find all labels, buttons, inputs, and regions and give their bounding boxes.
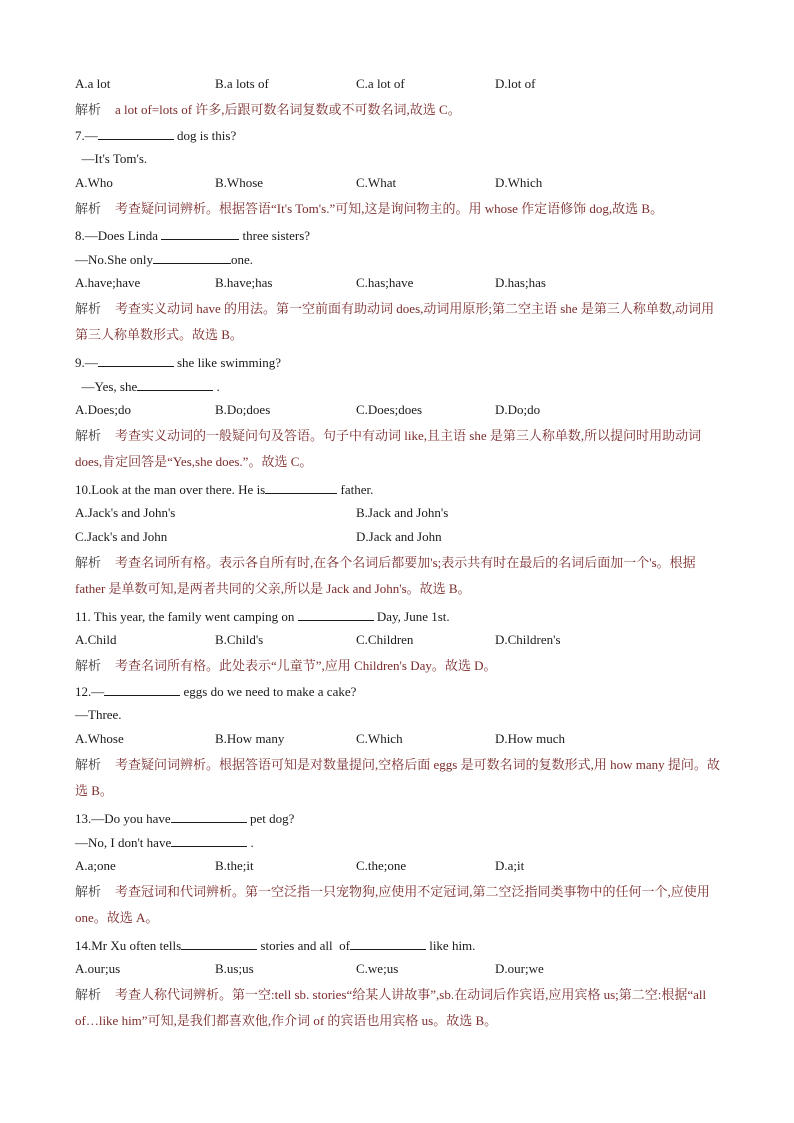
q8-options xyxy=(75,275,715,291)
option-c: C.Which xyxy=(356,731,403,746)
q9-answer-line: —Yes, she . xyxy=(75,379,220,394)
option-d: D.a;it xyxy=(495,858,525,873)
option-c: C.a lot of xyxy=(356,76,405,91)
option-c: C.Children xyxy=(356,632,414,647)
option-c: C.we;us xyxy=(356,961,399,976)
option-d: D.Which xyxy=(495,175,543,190)
option-c: C.has;have xyxy=(356,275,414,290)
q7-stem: 7.— dog is this? xyxy=(75,128,237,143)
option-a: A.Does;do xyxy=(75,402,131,417)
option-b: B.us;us xyxy=(215,961,254,976)
explain-label: 解析 xyxy=(75,102,102,117)
q6-explanation: 解析 a lot of=lots of 许多,后跟可数名词复数或不可数名词,故选 C。 xyxy=(75,102,461,117)
option-c: C.Does;does xyxy=(356,402,423,417)
q10-stem: 10.Look at the man over there. He is father. xyxy=(75,482,374,497)
option-a: A.Whose xyxy=(75,731,124,746)
q11-options xyxy=(75,632,715,648)
q12-answer-line: —Three. xyxy=(75,707,122,722)
q10-options-row2 xyxy=(75,529,715,545)
option-b: B.Child's xyxy=(215,632,264,647)
option-b: B.a lots of xyxy=(215,76,269,91)
option-b: B.How many xyxy=(215,731,285,746)
q9-options xyxy=(75,402,715,418)
q7-answer-line: —It's Tom's. xyxy=(75,151,148,166)
q10-options-row1 xyxy=(75,505,715,521)
q7-explanation: 解析 考查疑问词辨析。根据答语“It's Tom's.”可知,这是询问物主的。用 whose 作定语修饰 dog,故选 B。 xyxy=(75,201,664,216)
q14-stem: 14.Mr Xu often tells stories and all of like him. xyxy=(75,938,476,953)
q10-explanation: 解析 考查名词所有格。表示各自所有时,在各个名词后都要加's;表示共有时在最后的名词后面加一个's。根据 father 是单数可知,是两者共同的父亲,所以是 Jack and John's。故选 B。 xyxy=(75,555,696,596)
option-c: C.What xyxy=(356,175,397,190)
option-b: B.Jack and John's xyxy=(356,505,449,520)
option-a: A.Jack's and John's xyxy=(75,505,176,520)
q13-stem: 13.—Do you have pet dog? xyxy=(75,811,295,826)
q14-options xyxy=(75,961,715,977)
option-d: D.Jack and John xyxy=(356,529,442,544)
q8-answer-line: —No.She only one. xyxy=(75,252,254,267)
option-a: A.a;one xyxy=(75,858,116,873)
q14-explanation: 解析 考查人称代词辨析。第一空:tell sb. stories“给某人讲故事”,sb.在动词后作宾语,应用宾格 us;第二空:根据“all of…like him”可知,是我们都喜欢他,作介词 of 的宾语也用宾格 us。故选 B。 xyxy=(75,987,707,1028)
option-c: C.the;one xyxy=(356,858,407,873)
q9-stem: 9.— she like swimming? xyxy=(75,355,281,370)
option-d: D.Do;do xyxy=(495,402,541,417)
option-d: D.How much xyxy=(495,731,566,746)
q11-explanation: 解析 考查名词所有格。此处表示“儿童节”,应用 Children's Day。故选 D。 xyxy=(75,658,497,673)
q12-stem: 12.— eggs do we need to make a cake? xyxy=(75,684,357,699)
option-b: B.the;it xyxy=(215,858,254,873)
option-d: D.Children's xyxy=(495,632,561,647)
q8-stem: 8.—Does Linda three sisters? xyxy=(75,228,311,243)
option-a: A.Child xyxy=(75,632,117,647)
option-b: B.Do;does xyxy=(215,402,271,417)
q11-stem: 11. This year, the family went camping on Day, June 1st. xyxy=(75,609,450,624)
q13-options xyxy=(75,858,715,874)
option-d: D.lot of xyxy=(495,76,536,91)
q13-answer-line: —No, I don't have . xyxy=(75,835,254,850)
option-d: D.our;we xyxy=(495,961,544,976)
q12-options xyxy=(75,731,715,747)
q7-options xyxy=(75,175,715,191)
option-a: A.have;have xyxy=(75,275,141,290)
q6-options xyxy=(75,76,715,92)
option-c: C.Jack's and John xyxy=(75,529,168,544)
option-b: B.have;has xyxy=(215,275,273,290)
option-b: B.Whose xyxy=(215,175,264,190)
q9-explanation: 解析 考查实义动词的一般疑问句及答语。句子中有动词 like,且主语 she 是第三人称单数,所以提问时用助动词 does,肯定回答是“Yes,she does.”。故选 C。 xyxy=(75,428,702,469)
option-d: D.has;has xyxy=(495,275,546,290)
option-a: A.Who xyxy=(75,175,113,190)
option-a: A.our;us xyxy=(75,961,121,976)
option-a: A.a lot xyxy=(75,76,111,91)
q8-explanation: 解析 考查实义动词 have 的用法。第一空前面有助动词 does,动词用原形;第二空主语 she 是第三人称单数,动词用第三人称单数形式。故选 B。 xyxy=(75,301,715,342)
q12-explanation: 解析 考查疑问词辨析。根据答语可知是对数量提问,空格后面 eggs 是可数名词的复数形式,用 how many 提问。故选 B。 xyxy=(75,757,720,798)
q13-explanation: 解析 考查冠词和代词辨析。第一空泛指一只宠物狗,应使用不定冠词,第二空泛指同类事物中的任何一个,应使用 one。故选 A。 xyxy=(75,884,710,925)
